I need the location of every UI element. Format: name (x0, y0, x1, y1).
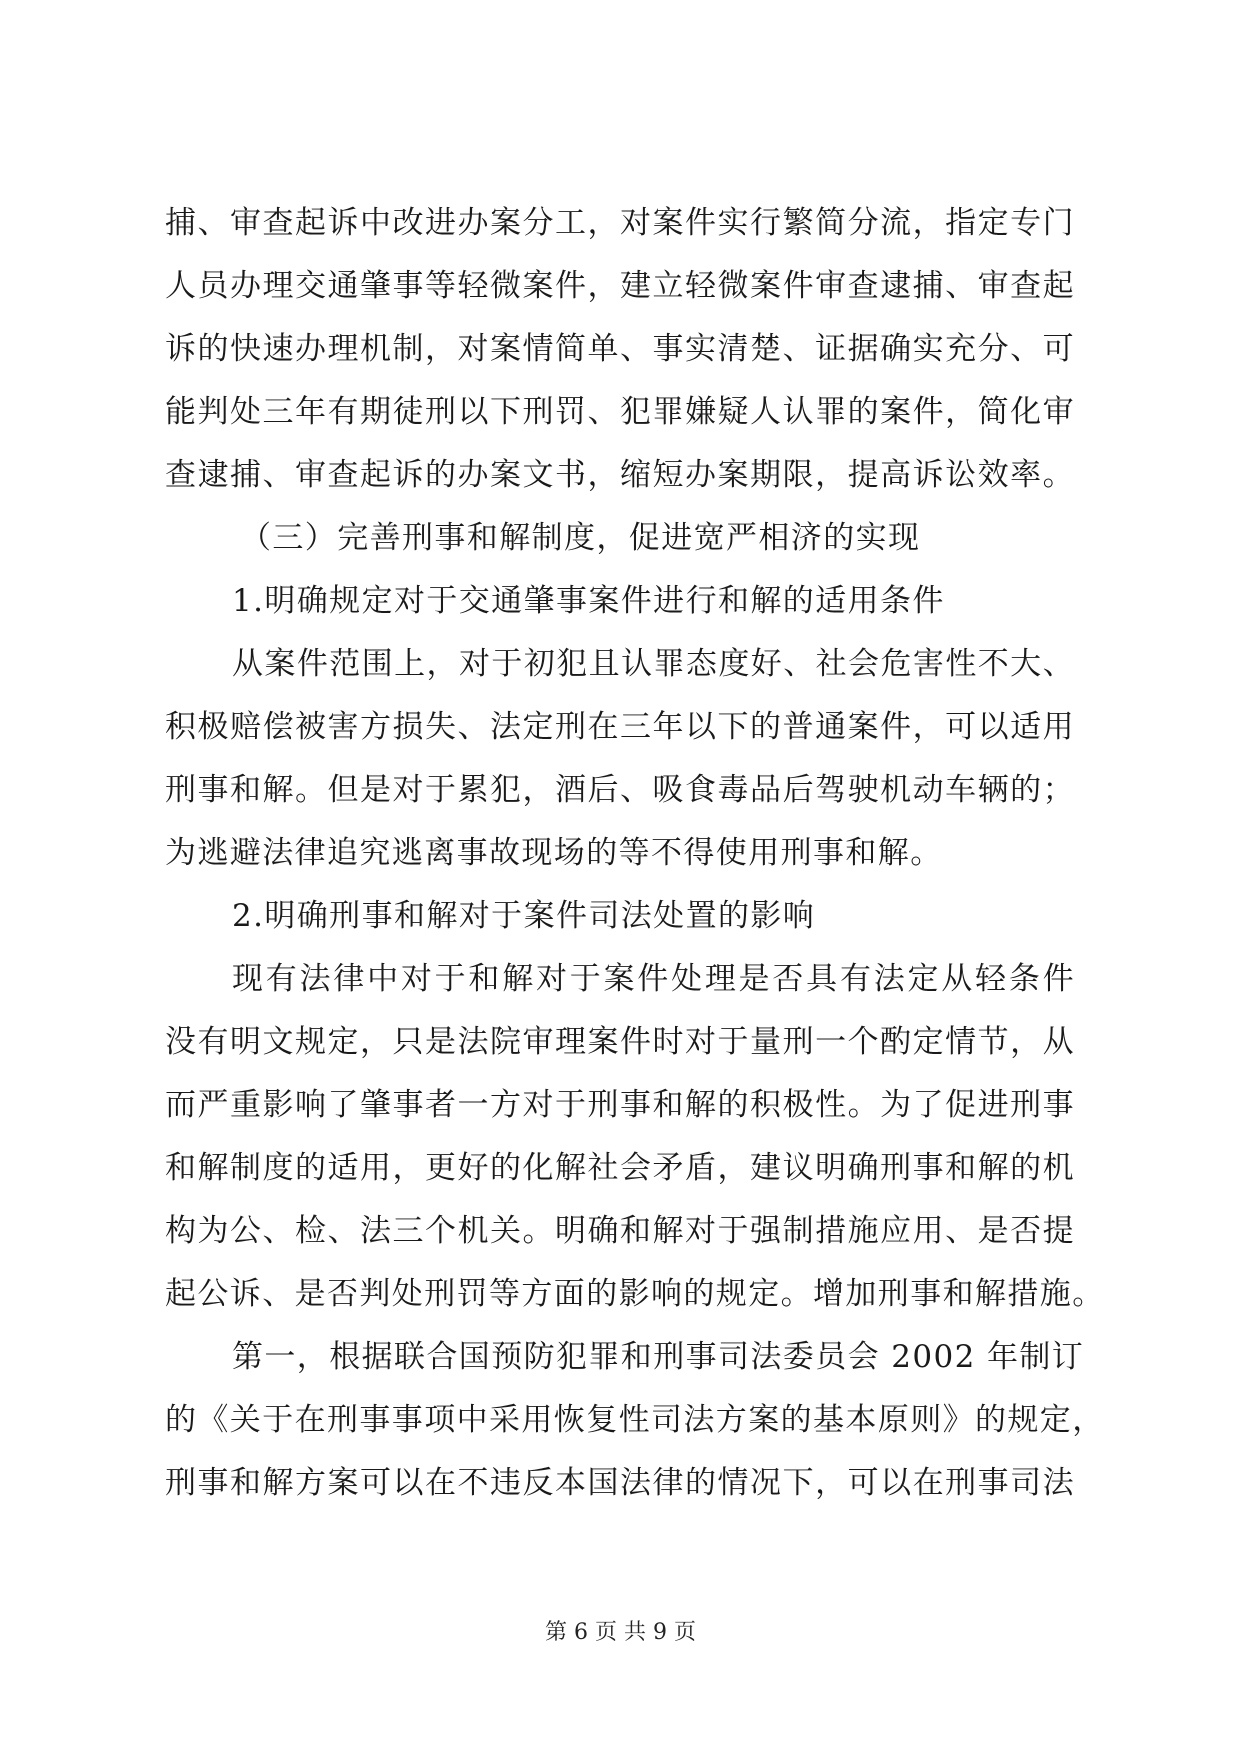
body-line-21: 刑事和解方案可以在不违反本国法律的情况下，可以在刑事司法 (165, 1465, 1075, 1501)
body-line-9: 积极赔偿被害方损失、法定刑在三年以下的普通案件，可以适用 (165, 709, 1075, 745)
section-heading: （三）完善刑事和解制度，促进宽严相济的实现 (240, 520, 921, 556)
body-line-10: 刑事和解。但是对于累犯，酒后、吸食毒品后驾驶机动车辆的； (165, 772, 1075, 808)
body-line-18: 起公诉、是否判处刑罚等方面的影响的规定。增加刑事和解措施。 (165, 1276, 1105, 1312)
body-line-20: 的《关于在刑事事项中采用恢复性司法方案的基本原则》的规定， (165, 1402, 1105, 1438)
body-line-1: 捕、审查起诉中改进办案分工，对案件实行繁简分流，指定专门 (165, 205, 1075, 241)
page-footer: 第 6 页 共 9 页 (545, 1620, 696, 1645)
body-line-3: 诉的快速办理机制，对案情简单、事实清楚、证据确实充分、可 (165, 331, 1075, 367)
body-line-2: 人员办理交通肇事等轻微案件，建立轻微案件审查逮捕、审查起 (165, 268, 1075, 304)
body-line-15: 而严重影响了肇事者一方对于刑事和解的积极性。为了促进刑事 (165, 1087, 1075, 1123)
body-line-13: 现有法律中对于和解对于案件处理是否具有法定从轻条件 (232, 961, 1075, 997)
body-line-14: 没有明文规定，只是法院审理案件时对于量刑一个酌定情节，从 (165, 1024, 1075, 1060)
body-line-19: 第一，根据联合国预防犯罪和刑事司法委员会 2002 年制订 (232, 1339, 1085, 1375)
subheading-1: 1.明确规定对于交通肇事案件进行和解的适用条件 (232, 583, 945, 619)
subheading-2: 2.明确刑事和解对于案件司法处置的影响 (232, 898, 816, 934)
body-line-4: 能判处三年有期徒刑以下刑罚、犯罪嫌疑人认罪的案件，简化审 (165, 394, 1075, 430)
body-line-5: 查逮捕、审查起诉的办案文书，缩短办案期限，提高诉讼效率。 (165, 457, 1075, 493)
body-line-11: 为逃避法律追究逃离事故现场的等不得使用刑事和解。 (165, 835, 943, 871)
body-line-16: 和解制度的适用，更好的化解社会矛盾，建议明确刑事和解的机 (165, 1150, 1075, 1186)
body-line-8: 从案件范围上，对于初犯且认罪态度好、社会危害性不大、 (232, 646, 1075, 682)
body-line-17: 构为公、检、法三个机关。明确和解对于强制措施应用、是否提 (165, 1213, 1075, 1249)
